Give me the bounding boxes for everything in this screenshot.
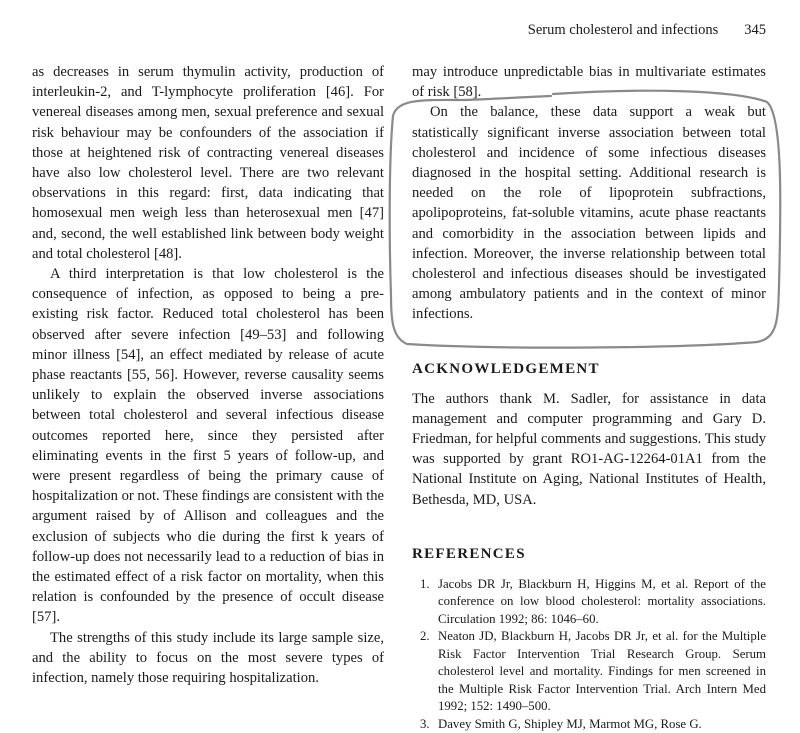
left-paragraph-2: A third interpretation is that low cholesterol is the consequence of infection, as opposed to being a pre-existing risk factor. Reduced total cholesterol has been observed after severe infection [49–53] and following minor illness [54], an effect mediated by release of acute phase reactants [55, 56]. However, reverse causality seems unlikely to explain the observed inverse associations between total cholesterol and several infectious disease outcomes reported here, since they persisted after eliminating events in the first 5 years of follow-up, and were present regardless of being the primary cause of hospitalization or not. These findings are consistent with the argument raised by of Allison and colleagues and the exclusion of subjects who die during the first k years of follow-up does not necessarily lead to a reduction of bias in the estimated effect of a risk factor on mortality, when this relation is confounded by the presence of occult disease [57]. [32, 266, 384, 626]
left-paragraph-1: as decreases in serum thymulin activity, production of interleukin-2, and T-lymphocyte proliferation [46]. For venereal diseases among men, sexual preference and sexual risk behaviour may be confounders of the association if those at heightened risk of contracting venereal diseases have also low cholesterol level. There are two relevant observations in this regard: first, data indicating that homosexual men weigh less than heterosexual men [47] and, second, the well established link between body weight and total cholesterol [48]. [32, 64, 384, 262]
reference-number: 1. [420, 576, 430, 591]
left-paragraph-3: The strengths of this study include its large sample size, and the ability to focus on the most severe types of infection, namely those requiring hospitalization. [32, 629, 384, 687]
page-number: 345 [744, 22, 766, 38]
acknowledgement-text: The authors thank M. Sadler, for assistance in data management and computer programming and Gary D. Friedman, for helpful comments and suggestions. This study was supported by grant RO1-AG-12264-01A1 from the National Institute on Aging, National Institutes of Health, Bethesda, MD, USA. [412, 390, 766, 508]
reference-item [412, 628, 766, 716]
reference-number: 3. [420, 716, 430, 731]
reference-text: Neaton JD, Blackburn H, Jacobs DR Jr, et al. for the Multiple Risk Factor Intervention Trial Research Group. Serum cholesterol level and mortality. Findings for men screened in the Multiple Risk Factor Intervention Trial. Arch Intern Med 1992; 152: 1490–500. [438, 629, 766, 714]
running-title: Serum cholesterol and infections [527, 22, 719, 38]
reference-item [412, 716, 766, 733]
reference-list [412, 576, 766, 733]
reference-number: 2. [420, 629, 430, 644]
left-column [32, 62, 384, 688]
right-paragraph-1: may introduce unpredictable bias in multivariate estimates of risk [58]. [412, 64, 766, 101]
circled-paragraph: On the balance, these data support a weak but statistically significant inverse association between total cholesterol and incidence of some infectious diseases diagnosed in the hospital setting. Additional research is needed on the role of lipoprotein subfractions, apolipoproteins, fat-soluble vitamins, acute phase reactants and comorbidity in the association between lipids and infection. Moreover, the inverse relationship between total cholesterol and infectious diseases should be investigated among ambulatory patients and in the context of minor infections. [412, 104, 766, 323]
reference-item [412, 576, 766, 629]
right-column [412, 62, 766, 733]
acknowledgement-heading: ACKNOWLEDGEMENT [412, 360, 600, 377]
references-heading: REFERENCES [412, 545, 526, 562]
reference-text: Jacobs DR Jr, Blackburn H, Higgins M, et al. Report of the conference on low blood cholesterol: mortality associations. Circulation 1992; 86: 1046–60. [438, 576, 766, 626]
running-header [528, 22, 766, 39]
reference-text: Davey Smith G, Shipley MJ, Marmot MG, Rose G. [438, 716, 702, 731]
